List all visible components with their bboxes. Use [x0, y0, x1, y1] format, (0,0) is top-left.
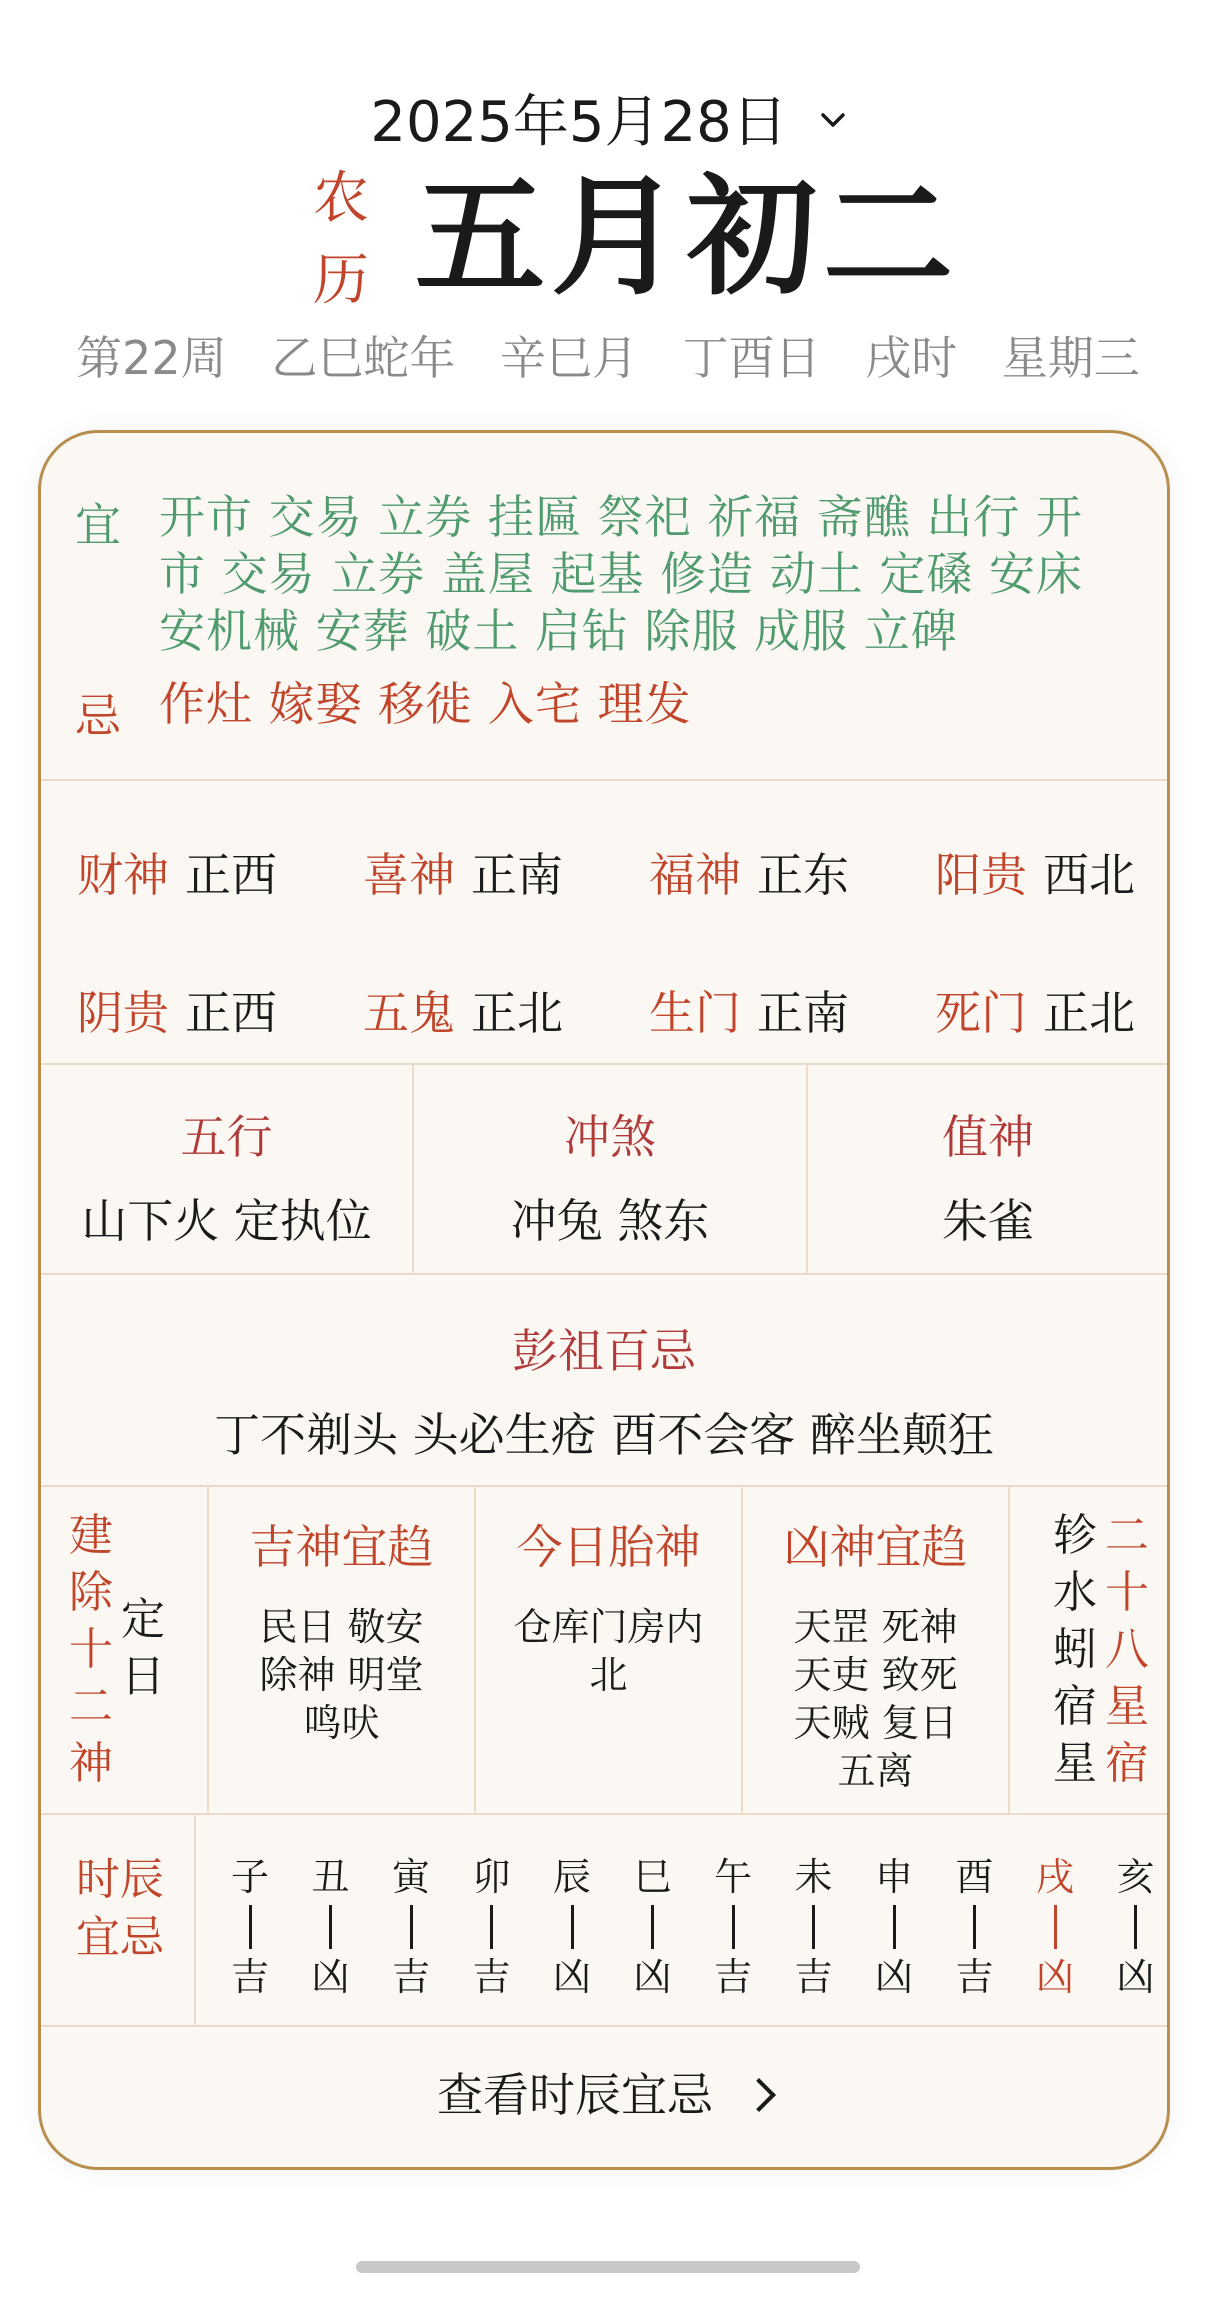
tai-shen-cell: [476, 1511, 741, 1699]
hour-branch: 申: [874, 1855, 913, 1899]
cell-title: 今日胎神: [516, 1520, 701, 1574]
hour-divider: [812, 1905, 815, 1949]
hour-divider: [410, 1905, 413, 1949]
hour-branch: 丑: [311, 1855, 350, 1899]
lunar-date: 五月初二: [415, 161, 960, 313]
hour-divider: [732, 1905, 735, 1949]
cell-body: 冲兔 煞东: [510, 1194, 710, 1248]
god-value: 正北: [471, 986, 563, 1040]
cell-line: 民日 敬安: [259, 1605, 424, 1649]
twelve-gods-value: [119, 1591, 167, 1705]
god-key: 喜神: [363, 848, 455, 902]
cell-body: [476, 1603, 741, 1699]
hours-label-line: 时辰: [76, 1854, 164, 1905]
hour-divider: [893, 1905, 896, 1949]
hour-divider: [1134, 1905, 1137, 1949]
cell-line: 北: [589, 1653, 628, 1697]
weekday: 星期三: [1001, 331, 1140, 385]
ji-shen-cell: [209, 1511, 474, 1747]
cell-title: 凶神宜趋: [783, 1520, 968, 1574]
label-char: 二: [69, 1681, 113, 1732]
hour-branch: 亥: [1116, 1855, 1155, 1899]
value-char: 星: [1053, 1738, 1097, 1789]
hour-branch: 寅: [391, 1855, 430, 1899]
gods-section: [41, 779, 1167, 1065]
cell-title: 五行: [180, 1110, 273, 1164]
lunar-tag-char: 历: [313, 248, 369, 313]
yi-label: 宜: [75, 498, 121, 552]
yi-ji-section: [41, 433, 1167, 781]
hour-divider: [1054, 1905, 1057, 1949]
cell-line: 五离: [837, 1749, 914, 1793]
god-key: 财神: [77, 848, 169, 902]
label-char: 宿: [1105, 1738, 1149, 1789]
hour-fortune: 凶: [552, 1955, 591, 1999]
god-item: [77, 839, 277, 905]
home-indicator[interactable]: [356, 2261, 860, 2273]
label-char: 除: [69, 1567, 113, 1618]
shen-section: [41, 1485, 1167, 1815]
hour-divider: [329, 1905, 332, 1949]
god-value: 正西: [185, 986, 277, 1040]
hour-branch: 酉: [955, 1855, 994, 1899]
hour-item[interactable]: [542, 1853, 602, 2001]
hour-fortune: 凶: [1116, 1955, 1155, 1999]
chongsha-cell: [414, 1101, 806, 1251]
view-hours-label: 查看时辰宜忌: [437, 2068, 713, 2122]
hour-branch: 子: [230, 1855, 269, 1899]
pengzu-body: 丁不剃头 头必生疮 酉不会客 醉坐颠狂: [214, 1408, 994, 1462]
god-value: 正西: [185, 848, 277, 902]
chevron-down-icon: [820, 107, 846, 133]
god-value: 正北: [1043, 986, 1135, 1040]
hour-fortune: 凶: [633, 1955, 672, 1999]
cell-body: 朱雀: [942, 1194, 1034, 1248]
god-item: [935, 839, 1135, 905]
pengzu-title: 彭祖百忌: [512, 1324, 696, 1378]
divider: [194, 1813, 196, 2025]
cell-body: [209, 1603, 474, 1747]
hour-fortune: 吉: [230, 1955, 269, 1999]
yi-list: [159, 489, 1159, 660]
year-ganzhi: 乙巳蛇年: [271, 331, 456, 385]
hour-divider: [973, 1905, 976, 1949]
view-hours-link[interactable]: [41, 2025, 1167, 2170]
hour-item[interactable]: [462, 1853, 522, 2001]
hours-label-line: 宜忌: [76, 1912, 164, 1963]
god-value: 西北: [1043, 848, 1135, 902]
god-item: [935, 977, 1135, 1043]
date-selector[interactable]: [0, 78, 1216, 158]
cell-line: 天吏 致死: [793, 1653, 958, 1697]
hour-item[interactable]: [784, 1853, 844, 2001]
value-char: 日: [121, 1651, 165, 1702]
label-char: 建: [69, 1510, 113, 1561]
label-char: 星: [1105, 1681, 1149, 1732]
hour-item[interactable]: [381, 1853, 441, 2001]
god-item: [649, 839, 849, 905]
hour-divider: [571, 1905, 574, 1949]
hour-item[interactable]: [623, 1853, 683, 2001]
wuxing-cell: [41, 1101, 412, 1251]
god-value: 正南: [471, 848, 563, 902]
hour-fortune: 吉: [391, 1955, 430, 1999]
hour-fortune: 吉: [955, 1955, 994, 1999]
divider: [1008, 1485, 1010, 1813]
cell-line: 仓库门房内: [513, 1605, 704, 1649]
xingxiu-label: [1103, 1507, 1151, 1792]
date-info-line: [0, 322, 1216, 388]
hour-item[interactable]: [1106, 1853, 1166, 2001]
cell-body: [743, 1603, 1008, 1795]
label-char: 十: [1105, 1567, 1149, 1618]
hour-fortune: 凶: [311, 1955, 350, 1999]
twelve-gods-label: [67, 1507, 115, 1792]
god-item: [77, 977, 277, 1043]
value-char: 蚓: [1053, 1624, 1097, 1675]
hours-label: [55, 1851, 185, 1967]
yi-line: 安机械 安葬 破土 启钻 除服 成服 立碑: [159, 604, 958, 658]
value-char: 水: [1053, 1567, 1097, 1618]
hour-fortune: 吉: [472, 1955, 511, 1999]
yi-line: 开市 交易 立券 挂匾 祭祀 祈福 斋醮 出行 开: [159, 490, 1083, 544]
god-value: 正南: [757, 986, 849, 1040]
god-item: [363, 839, 563, 905]
hour-divider: [249, 1905, 252, 1949]
hour-fortune: 凶: [1035, 1955, 1074, 1999]
ji-label: 忌: [75, 689, 121, 743]
hour-fortune: 吉: [794, 1955, 833, 1999]
week-number: 第22周: [76, 331, 227, 385]
hour-item[interactable]: [220, 1853, 280, 2001]
hour-branch: 戌: [1035, 1855, 1074, 1899]
value-char: 宿: [1053, 1681, 1097, 1732]
cell-line: 鸣吠: [303, 1701, 380, 1745]
chevron-right-icon: [742, 2078, 776, 2112]
yi-line: 市 交易 立券 盖屋 起基 修造 动土 定磉 安床: [159, 547, 1083, 601]
god-key: 生门: [649, 986, 741, 1040]
hour-item[interactable]: [301, 1853, 361, 2001]
value-char: 轸: [1053, 1510, 1097, 1561]
cell-title: 值神: [942, 1110, 1034, 1164]
god-item: [649, 977, 849, 1043]
god-key: 福神: [649, 848, 741, 902]
pengzu-cell: [41, 1315, 1167, 1465]
hour-item[interactable]: [945, 1853, 1005, 2001]
lunar-tag: [308, 158, 374, 322]
god-item: [363, 977, 563, 1043]
hour-branch: 未: [794, 1855, 833, 1899]
date-text: 2025年5月28日: [370, 90, 788, 155]
cell-line: 天贼 复日: [793, 1701, 958, 1745]
god-value: 正东: [757, 848, 849, 902]
god-key: 五鬼: [363, 986, 455, 1040]
xingxiu-value: [1051, 1507, 1099, 1792]
wuxing-section: [41, 1063, 1167, 1275]
label-char: 十: [69, 1624, 113, 1675]
cell-title: 冲煞: [564, 1110, 656, 1164]
cell-line: 天罡 死神: [793, 1605, 958, 1649]
month-ganzhi: 辛巳月: [499, 331, 638, 385]
hour-item[interactable]: [864, 1853, 924, 2001]
cell-body: 山下火 定执位: [81, 1194, 372, 1248]
hour-divider: [490, 1905, 493, 1949]
god-key: 死门: [935, 986, 1027, 1040]
hour-branch: 辰: [552, 1855, 591, 1899]
hour-divider: [651, 1905, 654, 1949]
cell-line: 除神 明堂: [259, 1653, 424, 1697]
hours-section: [41, 1813, 1167, 2027]
pengzu-section: [41, 1273, 1167, 1487]
lunar-tag-char: 农: [313, 166, 369, 231]
almanac-card: [38, 430, 1170, 2170]
value-char: 定: [121, 1594, 165, 1645]
god-key: 阴贵: [77, 986, 169, 1040]
god-key: 阳贵: [935, 848, 1027, 902]
day-ganzhi: 丁酉日: [682, 331, 821, 385]
hour-branch: 午: [713, 1855, 752, 1899]
hour-item[interactable]: [703, 1853, 763, 2001]
hour-item[interactable]: [1025, 1853, 1085, 2001]
cell-title: 吉神宜趋: [249, 1520, 434, 1574]
zhishen-cell: [808, 1101, 1168, 1251]
hour-branch: 巳: [633, 1855, 672, 1899]
xiong-shen-cell: [743, 1511, 1008, 1795]
label-char: 二: [1105, 1510, 1149, 1561]
ji-list: 作灶 嫁娶 移徙 入宅 理发: [159, 677, 692, 731]
hour-fortune: 吉: [713, 1955, 752, 1999]
hour-ganzhi: 戌时: [865, 331, 958, 385]
hour-fortune: 凶: [874, 1955, 913, 1999]
label-char: 神: [69, 1738, 113, 1789]
label-char: 八: [1105, 1624, 1149, 1675]
view-hours-section: [41, 2025, 1167, 2170]
hour-branch: 卯: [472, 1855, 511, 1899]
